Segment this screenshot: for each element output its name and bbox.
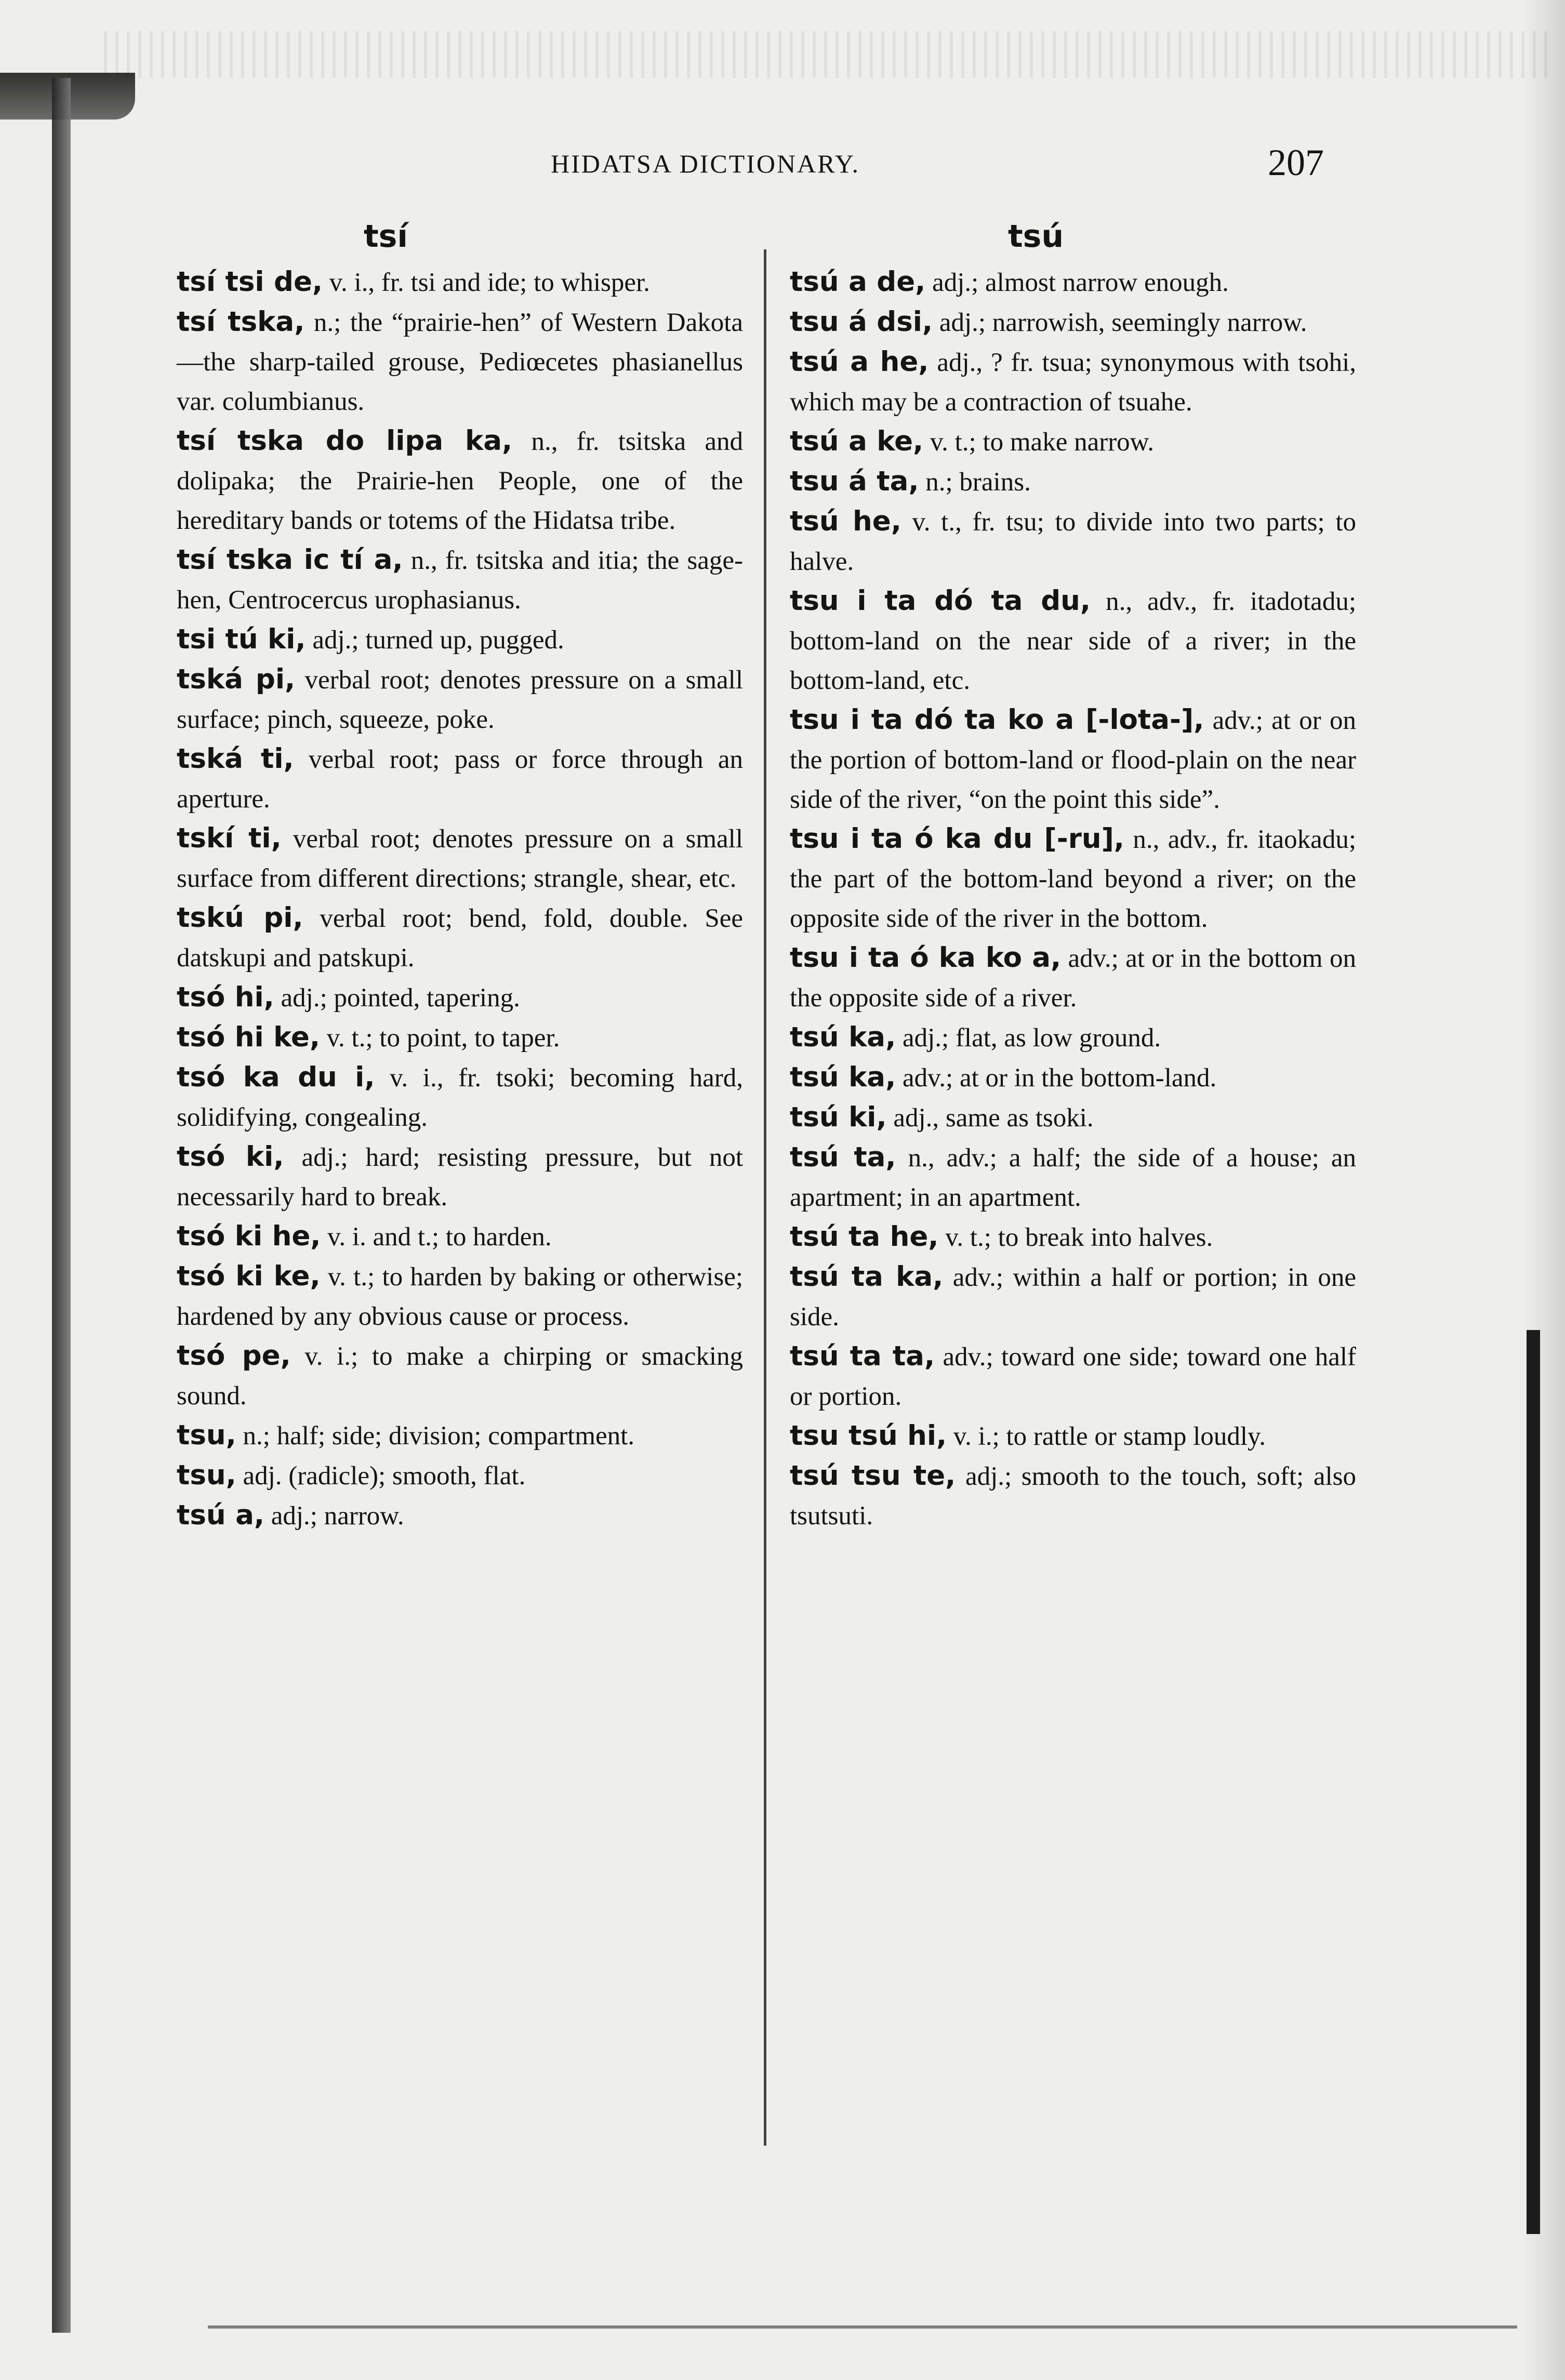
dictionary-entry: [177, 302, 743, 421]
dictionary-entry: [177, 421, 743, 540]
entry-definition: adv.; at or on the portion of bottom-land or flood-plain on the near side of the river, “on the point this side”.: [790, 706, 1356, 814]
bottom-rule: [208, 2325, 1517, 2329]
entry-definition: n., adv.; a half; the side of a house; an apartment; in an apartment.: [790, 1144, 1356, 1212]
dictionary-entry: [790, 819, 1356, 938]
entry-headword: tsu,: [177, 1459, 236, 1491]
entry-definition: verbal root; denotes pressure on a small surface; pinch, squeeze, poke.: [177, 666, 743, 734]
dictionary-entry: [790, 422, 1356, 462]
entry-definition: verbal root; denotes pressure on a small surface from different directions; strangle, shear, etc.: [177, 825, 743, 893]
entry-definition: v. t.; to harden by baking or otherwise; hardened by any obvious cause or process.: [177, 1262, 744, 1331]
dictionary-entry: [177, 540, 743, 620]
column-divider: [764, 249, 766, 2146]
entry-definition: adv.; within a half or portion; in one side.: [790, 1263, 1356, 1332]
entry-headword: tsu i ta ó ka ko a,: [790, 942, 1062, 974]
entry-definition: n.; the “prairie-hen” of Western Dakota—the sharp-tailed grouse, Pediœcetes phasianellus var. columbianus.: [177, 308, 744, 416]
entry-headword: tsó hi ke,: [177, 1021, 320, 1053]
dictionary-entry: [790, 1456, 1356, 1536]
dictionary-entry: [177, 739, 743, 819]
entry-headword: tsú ki,: [790, 1101, 887, 1133]
entry-headword: tsu i ta dó ta du,: [790, 585, 1091, 617]
dictionary-entry: [790, 342, 1356, 422]
dictionary-entry: [790, 262, 1356, 302]
entry-headword: tsú ka,: [790, 1021, 896, 1053]
dictionary-entry: [177, 1137, 743, 1217]
entry-definition: adv.; toward one side; toward one half or portion.: [790, 1342, 1356, 1411]
entry-definition: v. i.; to make a chirping or smacking sound.: [177, 1342, 743, 1411]
entry-headword: tsí tska ic tí a,: [177, 544, 403, 576]
dictionary-entry: [790, 581, 1356, 700]
entry-headword: tsó ki ke,: [177, 1260, 321, 1292]
entry-definition: adj.; narrowish, seemingly narrow.: [939, 308, 1307, 337]
entry-headword: tsí tska,: [177, 306, 305, 338]
entry-headword: tsí tsi de,: [177, 266, 323, 298]
entry-definition: verbal root; bend, fold, double. See datskupi and patskupi.: [177, 904, 743, 973]
entry-definition: adj.; smooth to the touch, soft; also tsutsuti.: [790, 1462, 1357, 1531]
entry-headword: tskí ti,: [177, 822, 282, 854]
entry-definition: v. t.; to point, to taper.: [326, 1023, 560, 1053]
page-number: 207: [1268, 142, 1324, 183]
entry-headword: tsú ta ka,: [790, 1261, 944, 1293]
entry-definition: n.; half; side; division; compartment.: [243, 1421, 635, 1451]
entry-definition: n., fr. tsitska and itia; the sage-hen, Centrocercus urophasianus.: [177, 546, 744, 615]
entry-definition: v. t.; to make narrow.: [930, 428, 1154, 457]
entry-headword: tsu á ta,: [790, 466, 919, 497]
entry-headword: tsú a de,: [790, 266, 926, 298]
right-column: [790, 262, 1356, 1536]
dictionary-entry: [177, 1058, 743, 1137]
entry-definition: adj.; almost narrow enough.: [932, 268, 1229, 297]
dictionary-entry: [790, 1058, 1356, 1098]
guide-word-right: tsú: [1008, 218, 1064, 255]
top-edge-noise: [104, 31, 1548, 78]
entry-headword: tsú a,: [177, 1499, 264, 1531]
dictionary-entry: [177, 660, 743, 739]
entry-definition: v. t., fr. tsu; to divide into two parts; to halve.: [790, 508, 1356, 576]
dictionary-entry: [177, 1257, 743, 1336]
dictionary-entry: [177, 1456, 743, 1496]
entry-definition: adv.; at or in the bottom-land.: [902, 1063, 1217, 1093]
dictionary-entry: [790, 1138, 1356, 1217]
dictionary-entry: [177, 1416, 743, 1456]
entry-definition: adj.; narrow.: [271, 1501, 404, 1531]
entry-headword: tsú ta ta,: [790, 1340, 935, 1372]
entry-definition: n., adv., fr. itaokadu; the part of the bottom-land beyond a river; on the opposite side of the river in the bottom.: [790, 825, 1356, 933]
entry-headword: tsú a he,: [790, 346, 929, 378]
entry-headword: tsu,: [177, 1419, 236, 1451]
dictionary-entry: [790, 938, 1356, 1018]
dictionary-entry: [177, 262, 743, 302]
dictionary-entry: [790, 1257, 1356, 1337]
entry-definition: adj., same as tsoki.: [893, 1103, 1094, 1133]
entry-headword: tská pi,: [177, 663, 296, 695]
entry-definition: n.; brains.: [925, 468, 1031, 497]
entry-definition: adj., ? fr. tsua; synonymous with tsohi, which may be a contraction of tsuahe.: [790, 348, 1357, 417]
dictionary-entry: [790, 462, 1356, 502]
entry-headword: tsi tú ki,: [177, 623, 306, 655]
entry-definition: n., fr. tsitska and dolipaka; the Prairie-hen People, one of the hereditary bands or totems of the Hidatsa tribe.: [177, 427, 743, 535]
entry-definition: verbal root; pass or force through an aperture.: [177, 745, 744, 814]
entry-headword: tsó pe,: [177, 1340, 291, 1372]
entry-definition: adj.; pointed, tapering.: [281, 983, 520, 1013]
running-title: HIDATSA DICTIONARY.: [551, 149, 860, 178]
entry-headword: tsu á dsi,: [790, 306, 933, 338]
entry-headword: tsu i ta dó ta ko a [-lota-],: [790, 704, 1204, 736]
entry-definition: adj.; flat, as low ground.: [902, 1023, 1161, 1053]
entry-headword: tsu i ta ó ka du [-ru],: [790, 823, 1124, 855]
entry-definition: adj.; hard; resisting pressure, but not necessarily hard to break.: [177, 1143, 744, 1212]
entry-definition: adj.; turned up, pugged.: [312, 626, 564, 655]
dictionary-entry: [177, 1217, 743, 1257]
entry-headword: tsú he,: [790, 506, 901, 537]
entry-headword: tsú tsu te,: [790, 1460, 956, 1492]
entry-definition: adv.; at or in the bottom on the opposite side of a river.: [790, 944, 1356, 1013]
entry-headword: tsí tska do lipa ka,: [177, 425, 513, 457]
entry-headword: tsú a ke,: [790, 426, 924, 457]
entry-headword: tsó ki,: [177, 1141, 284, 1173]
dictionary-entry: [177, 1018, 743, 1058]
entry-headword: tskú pi,: [177, 902, 303, 934]
right-edge-bar: [1527, 1330, 1540, 2234]
dictionary-entry: [790, 700, 1356, 819]
dictionary-entry: [790, 1217, 1356, 1257]
dictionary-entry: [790, 502, 1356, 581]
entry-headword: tsó ki he,: [177, 1220, 321, 1252]
dictionary-entry: [177, 1336, 743, 1416]
dictionary-entry: [790, 1018, 1356, 1058]
entry-definition: n., adv., fr. itadotadu; bottom-land on the near side of a river; in the bottom-land, etc.: [790, 587, 1356, 695]
dictionary-entry: [177, 898, 743, 978]
dictionary-entry: [790, 302, 1356, 342]
dictionary-entry: [790, 1337, 1356, 1416]
entry-definition: v. i., fr. tsoki; becoming hard, solidifying, congealing.: [177, 1063, 743, 1132]
entry-definition: v. i., fr. tsi and ide; to whisper.: [329, 268, 650, 297]
guide-word-left: tsí: [364, 218, 408, 255]
entry-headword: tsó ka du i,: [177, 1061, 375, 1093]
entry-headword: tsó hi,: [177, 981, 274, 1013]
dictionary-entry: [177, 1496, 743, 1536]
dictionary-entry: [177, 819, 743, 898]
entry-headword: tsú ta he,: [790, 1221, 939, 1253]
left-column: [177, 262, 743, 1536]
dictionary-entry: [177, 978, 743, 1018]
entry-definition: v. i.; to rattle or stamp loudly.: [953, 1422, 1266, 1451]
entry-headword: tsú ka,: [790, 1061, 896, 1093]
entry-headword: tsu tsú hi,: [790, 1420, 947, 1452]
dictionary-entry: [790, 1098, 1356, 1138]
dictionary-entry: [790, 1416, 1356, 1456]
entry-headword: tsú ta,: [790, 1141, 896, 1173]
entry-headword: tská ti,: [177, 743, 294, 775]
entry-definition: v. i. and t.; to harden.: [327, 1222, 552, 1252]
entry-definition: v. t.; to break into halves.: [945, 1223, 1213, 1252]
entry-definition: adj. (radicle); smooth, flat.: [243, 1461, 526, 1491]
dictionary-entry: [177, 620, 743, 660]
binding-spine: [52, 78, 71, 2333]
